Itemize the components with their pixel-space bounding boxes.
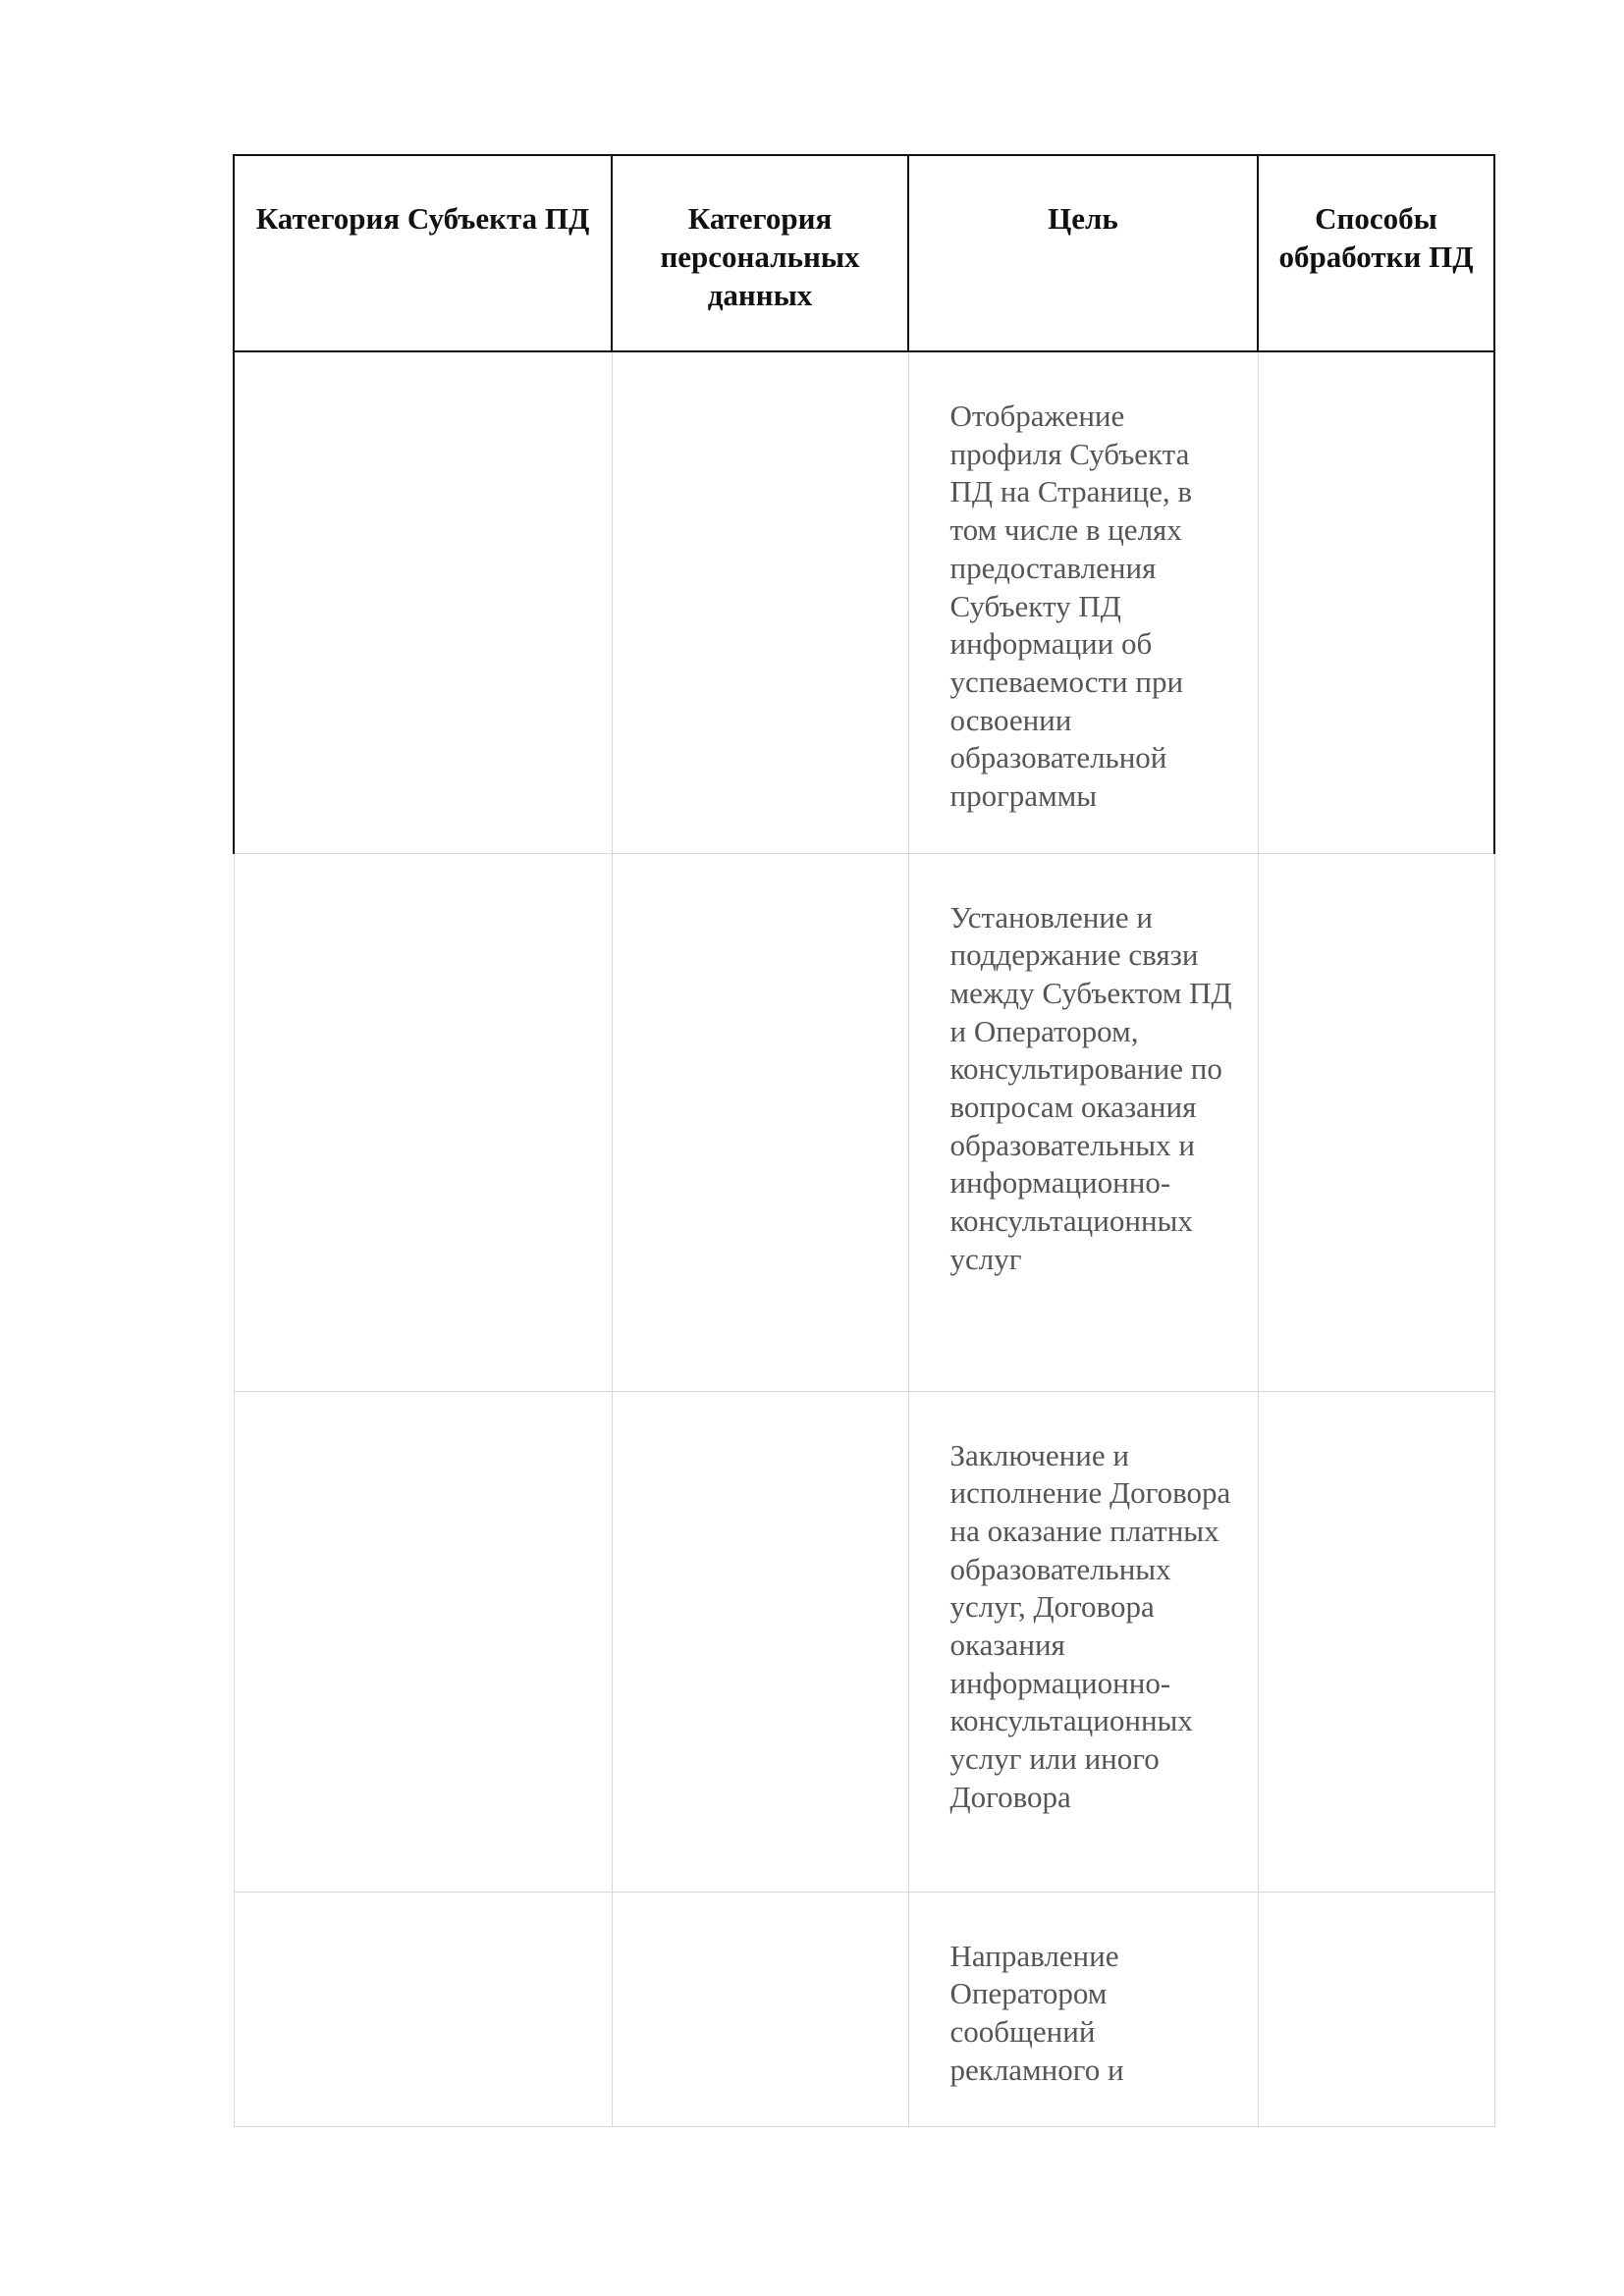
table-row <box>234 1391 1494 1892</box>
header-goal: Цель <box>908 155 1258 351</box>
cell-data <box>612 1391 908 1892</box>
cell-data <box>612 853 908 1391</box>
goal-text: Установление и поддержание связи между Субъектом ПД и Оператором, консультирование по вопросам оказания образовательных и информационно-консультационных услуг <box>949 899 1232 1276</box>
table-header-row <box>234 155 1494 351</box>
table-row <box>234 351 1494 853</box>
cell-subject <box>234 1892 612 2126</box>
cell-goal <box>908 351 1258 853</box>
cell-methods <box>1258 351 1494 853</box>
cell-goal <box>908 1391 1258 1892</box>
cell-goal <box>908 853 1258 1391</box>
goal-text: Отображение профиля Субъекта ПД на Странице, в том числе в целях предоставления Субъекту ПД информации об успеваемости при освоении образовательной программы <box>949 399 1193 814</box>
cell-methods <box>1258 853 1494 1391</box>
goal-text: Заключение и исполнение Договора на оказание платных образовательных услуг, Договора оказания информационно-консультационных услуг или иного Договора <box>949 1437 1231 1814</box>
cell-data <box>612 1892 908 2126</box>
personal-data-table <box>233 154 1495 2127</box>
cell-methods <box>1258 1391 1494 1892</box>
cell-data <box>612 351 908 853</box>
header-processing-methods: Способы обработки ПД <box>1258 155 1494 351</box>
table-row <box>234 853 1494 1391</box>
cell-goal <box>908 1892 1258 2126</box>
table-row <box>234 1892 1494 2126</box>
header-subject-category: Категория Субъекта ПД <box>234 155 612 351</box>
cell-subject <box>234 1391 612 1892</box>
cell-subject <box>234 351 612 853</box>
cell-methods <box>1258 1892 1494 2126</box>
header-data-category: Категория персональных данных <box>612 155 908 351</box>
cell-subject <box>234 853 612 1391</box>
goal-text: Направление Оператором сообщений рекламного и <box>949 1938 1124 2087</box>
